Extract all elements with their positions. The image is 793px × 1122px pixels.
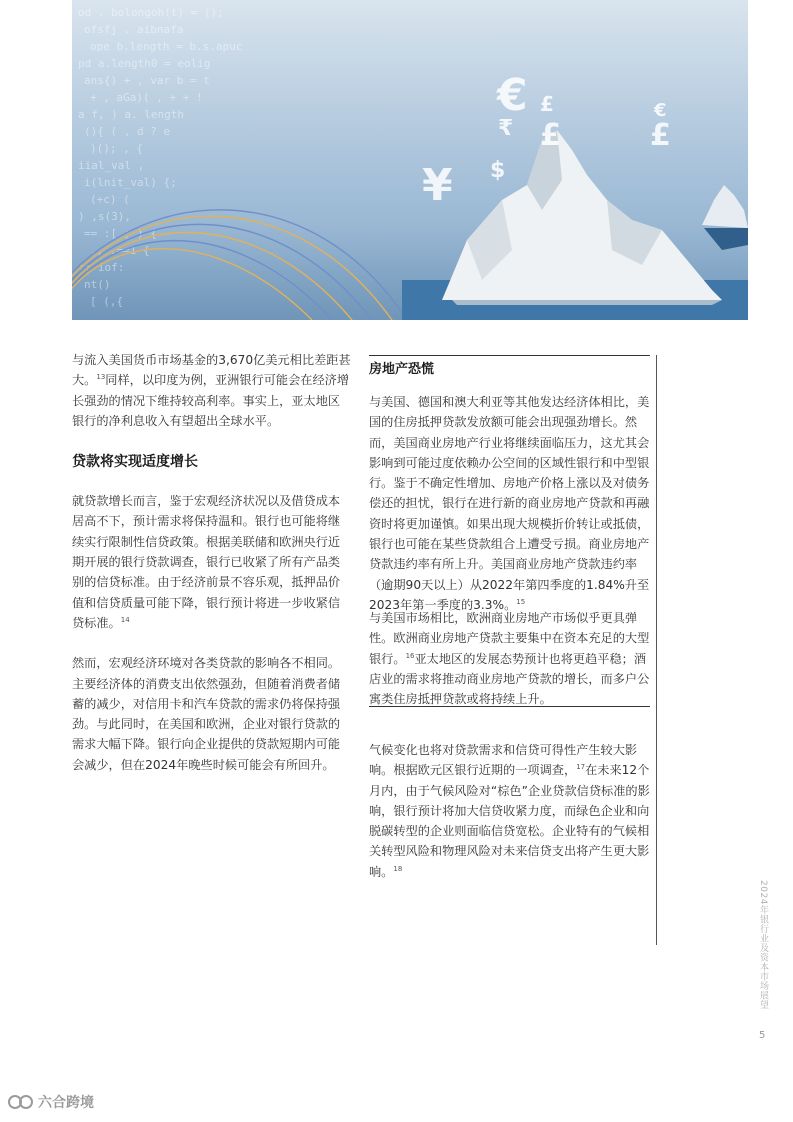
hero-code-line: ) ,s(3),	[78, 210, 131, 223]
sidebar-text-2b: 亚太地区的发展态势预计也将更趋平稳；酒店业的需求将推动商业房地产贷款的增长，而多户公寓类住房抵押贷款或将持续上升。	[369, 651, 650, 707]
loans-text-1: 就贷款增长而言，鉴于宏观经济状况以及借贷成本居高不下，预计需求将保持温和。银行也可能将继续实行限制性信贷政策。根据美联储和欧洲央行近期开展的银行贷款调查，银行已收紧了所有产品类别的信贷标准。由于经济前景不容乐观，抵押品价值和信贷质量可能下降，银行预计将进一步收紧信贷标准。	[72, 494, 341, 630]
footnote-ref-14[interactable]: 14	[120, 615, 130, 624]
watermark	[8, 1092, 94, 1112]
left-column	[72, 350, 352, 795]
hero-code-line: ans{) + , var b = t	[84, 74, 210, 87]
footnote-ref-13[interactable]: 13	[96, 373, 106, 382]
currency-symbol: £	[540, 118, 561, 153]
hero-code-line: == :[ ; ) {	[84, 227, 157, 240]
intro-text-a: 与流入美国货币市场基金的3,670亿美元相比差距甚大。	[72, 353, 351, 388]
iceberg-main	[442, 130, 722, 305]
hero-code-line: (+c) (	[90, 193, 130, 206]
currency-symbol: ₹	[498, 116, 514, 141]
footnote-ref-17[interactable]: 17	[576, 763, 586, 772]
watermark-text: 六合跨境	[38, 1095, 94, 1111]
currency-symbol: €	[497, 70, 528, 121]
loans-paragraph-1	[72, 491, 352, 633]
footnote-ref-16[interactable]: 16	[405, 651, 415, 660]
page-number: 5	[759, 1030, 766, 1041]
hero-code-line: [ (,{	[90, 295, 124, 308]
hero-code-line: i(lnit_val) {;	[84, 176, 177, 189]
hero-code-line: (){ ( , d ? e	[84, 125, 171, 138]
loans-paragraph-2: 然而，宏观经济环境对各类贷款的影响各不相同。主要经济体的消费支出依然强劲，但随着消费者储蓄的减少，对信用卡和汽车贷款的需求仍将保持强劲。与此同时，在美国和欧洲，企业对银行贷款的需求大幅下降。银行向企业提供的贷款短期内可能会减少，但在2024年晚些时候可能会有所回升。	[72, 656, 341, 772]
intro-text-b: 同样，以印度为例，亚洲银行可能会在经济增长强劲的情况下维持较高利率。事实上，亚太地区银行的净利息收入有望超出全球水平。	[72, 373, 350, 428]
sidebar-title: 房地产恐慌	[369, 362, 435, 377]
column-divider	[656, 355, 657, 945]
hero-code-line: pd a.length0 = eolig	[78, 57, 211, 70]
hero-image	[72, 0, 748, 320]
footnote-ref-15[interactable]: 15	[516, 597, 526, 606]
currency-symbol: £	[650, 118, 671, 153]
sidebar-paragraph-2	[369, 608, 651, 709]
climate-text-b: 在未来12个月内，由于气候风险对“棕色”企业贷款信贷标准的影响，银行预计将加大信贷收紧力度，而绿色企业和向脱碳转型的企业则面临信贷宽松。企业特有的气候相关转型风险和物理风险对未来信贷支出将产生更大影响。	[369, 763, 650, 879]
currency-symbol: £	[540, 92, 554, 116]
sidebar-top-rule	[369, 355, 650, 356]
hero-code-line: a f, ) a. length	[78, 108, 184, 121]
hero-code-line: )(); , {	[90, 142, 143, 155]
sidebar-bottom-rule	[369, 706, 650, 707]
hero-code-line: nt()	[84, 278, 111, 291]
hero-code-line: ,, ,==1 {	[90, 244, 150, 257]
footnote-ref-18[interactable]: 18	[393, 864, 403, 873]
hero-arcs	[72, 210, 407, 320]
watermark-logo-icon	[8, 1093, 34, 1111]
hero-code-line: + , aGa)( , + + !	[90, 91, 203, 104]
currency-symbol: ¥	[422, 160, 453, 211]
currency-symbol: €	[654, 100, 667, 121]
sidebar-text-1: 与美国、德国和澳大利亚等其他发达经济体相比，美国的住房抵押贷款发放额可能会出现强劲增长。然而，美国商业房地产行业将继续面临压力，这尤其会影响到可能过度依赖办公空间的区域性银行和中型银行。鉴于不确定性增加、房地产价格上涨以及对债务偿还的担忧，银行在进行新的商业房地产贷款和再融资时将更加谨慎。如果出现大规模折价转让或抵债，银行也可能在某些贷款组合上遭受亏损。商业房地产贷款违约率有所上升。美国商业房地产贷款违约率（逾期90天以上）从2022年第四季度的1.84%升至2023年第一季度的3.3%。	[369, 395, 650, 612]
iceberg-small	[702, 185, 748, 250]
hero-code-line: :; iof:	[78, 261, 125, 274]
hero-code-line: iial_val ,	[78, 159, 145, 172]
hero-code-line: ope b.length = b.s.apuc	[90, 40, 243, 53]
section-heading-loans: 贷款将实现适度增长	[72, 454, 198, 471]
climate-paragraph	[369, 740, 651, 882]
climate-text-a: 气候变化也将对贷款需求和信贷可得性产生较大影响。根据欧元区银行近期的一项调查，	[369, 743, 638, 778]
sidebar-paragraph-1	[369, 392, 651, 615]
running-title: 2024年银行业及资本市场展望	[758, 880, 768, 1010]
sidebar-text-2a: 与美国市场相比，欧洲商业房地产市场似乎更具弹性。欧洲商业房地产贷款主要集中在资本充足的大型银行。	[369, 611, 650, 666]
hero-code-line: od . bolongoh(t) = ();	[78, 6, 224, 19]
currency-symbol: $	[490, 158, 506, 183]
intro-paragraph	[72, 350, 352, 431]
hero-code-line: ofsfj . aibnafa	[84, 23, 184, 36]
hero-illustration	[72, 0, 748, 320]
